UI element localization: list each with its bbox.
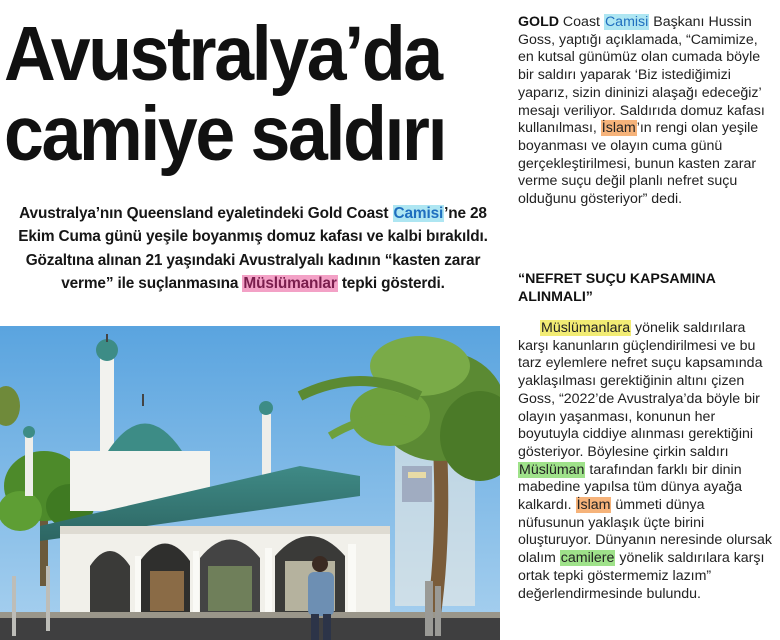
body2-text-2: tarafından farklı bir dinin mabedine yapılsa tüm dünya ayağa kalkardı. [518, 461, 742, 514]
subheading: “NEFRET SUÇU KAPSAMINA ALINMALI” [518, 271, 716, 305]
body1-highlight-camisi: Camisi [604, 14, 649, 30]
article-right-column [512, 0, 774, 640]
body2-highlight-muslumanlara: Müslümanlara [541, 320, 631, 336]
body1-text-2: Başkanı Hussin Goss, yaptığı açıklamada, “Camimize, en kutsal günümüz olan cumada böyle bir saldırı yaparak ‘Biz istediğimizi yaparız, sizin dininizi alaşağı edeceğiz’ mesajı veriliyor. Saldırıda domuz kafası kullanılması, [518, 14, 765, 137]
mosque-photo [0, 326, 500, 640]
body2-highlight-islam: İslam [576, 497, 611, 514]
lead-word: GOLD [518, 14, 559, 30]
deck-part-3: tepki gösterdi. [337, 275, 445, 293]
deck-text [8, 202, 498, 296]
headline [4, 11, 469, 177]
headline-line-1: Avustralya’da [4, 11, 441, 97]
deck-highlight-camisi: Camisi [393, 205, 444, 222]
deck-part-1: Avustralya’nın Queensland eyaletindeki Gold Coast [19, 205, 393, 222]
body1-highlight-islam: İslam [601, 120, 636, 137]
body2-text-4: yönelik saldırılara karşı ortak tepki göstermemiz lazım” değerlendirmesinde bulundu. [518, 550, 765, 602]
body2-text-1: yönelik saldırılara karşı kanunların güçlendirilmesi ve bu tarz eylemlere nefret suçu kapsamında yaklaşılması gerektiğinin altını çizen Goss, “2022’de Avustralya’da böyle bir olayın yaşanması, konunun her boyutuyla ciddiye alınması gerektiğini gösteriyor. Böylesine çirkin saldırı [518, 320, 763, 460]
body-paragraph-1 [518, 14, 774, 209]
deck-highlight-muslumanlar: Müslümanlar [243, 275, 337, 293]
body2-highlight-musluman: Müslüman [519, 461, 585, 478]
body2-text-3: ümmeti dünya nüfusunun yaklaşık üçte birini oluşturuyor. Dünyanın neresinde olursak olalım [518, 497, 772, 567]
body-paragraph-2 [518, 320, 774, 603]
body1-text-3: ’ın rengi olan yeşile boyanması ve olayın cuma günü gerçekleştirilmesi, bunun kasten zarar verme suçu değil planlı nefret suçu olduğunu gösteriyor” dedi. [518, 120, 759, 208]
body2-highlight-camilere: camilere [560, 550, 615, 567]
headline-line-2: camiye saldırı [4, 91, 446, 177]
body1-text-1: Coast [558, 14, 604, 30]
deck-part-2: ’ne 28 Ekim Cuma günü yeşile boyanmış domuz kafası ve kalbi bırakıldı. Gözaltına alınan 21 yaşındaki Avustralyalı kadının “kasten zarar verme” ile suçlanmasına [18, 205, 488, 293]
mosque-illustration [0, 326, 500, 640]
